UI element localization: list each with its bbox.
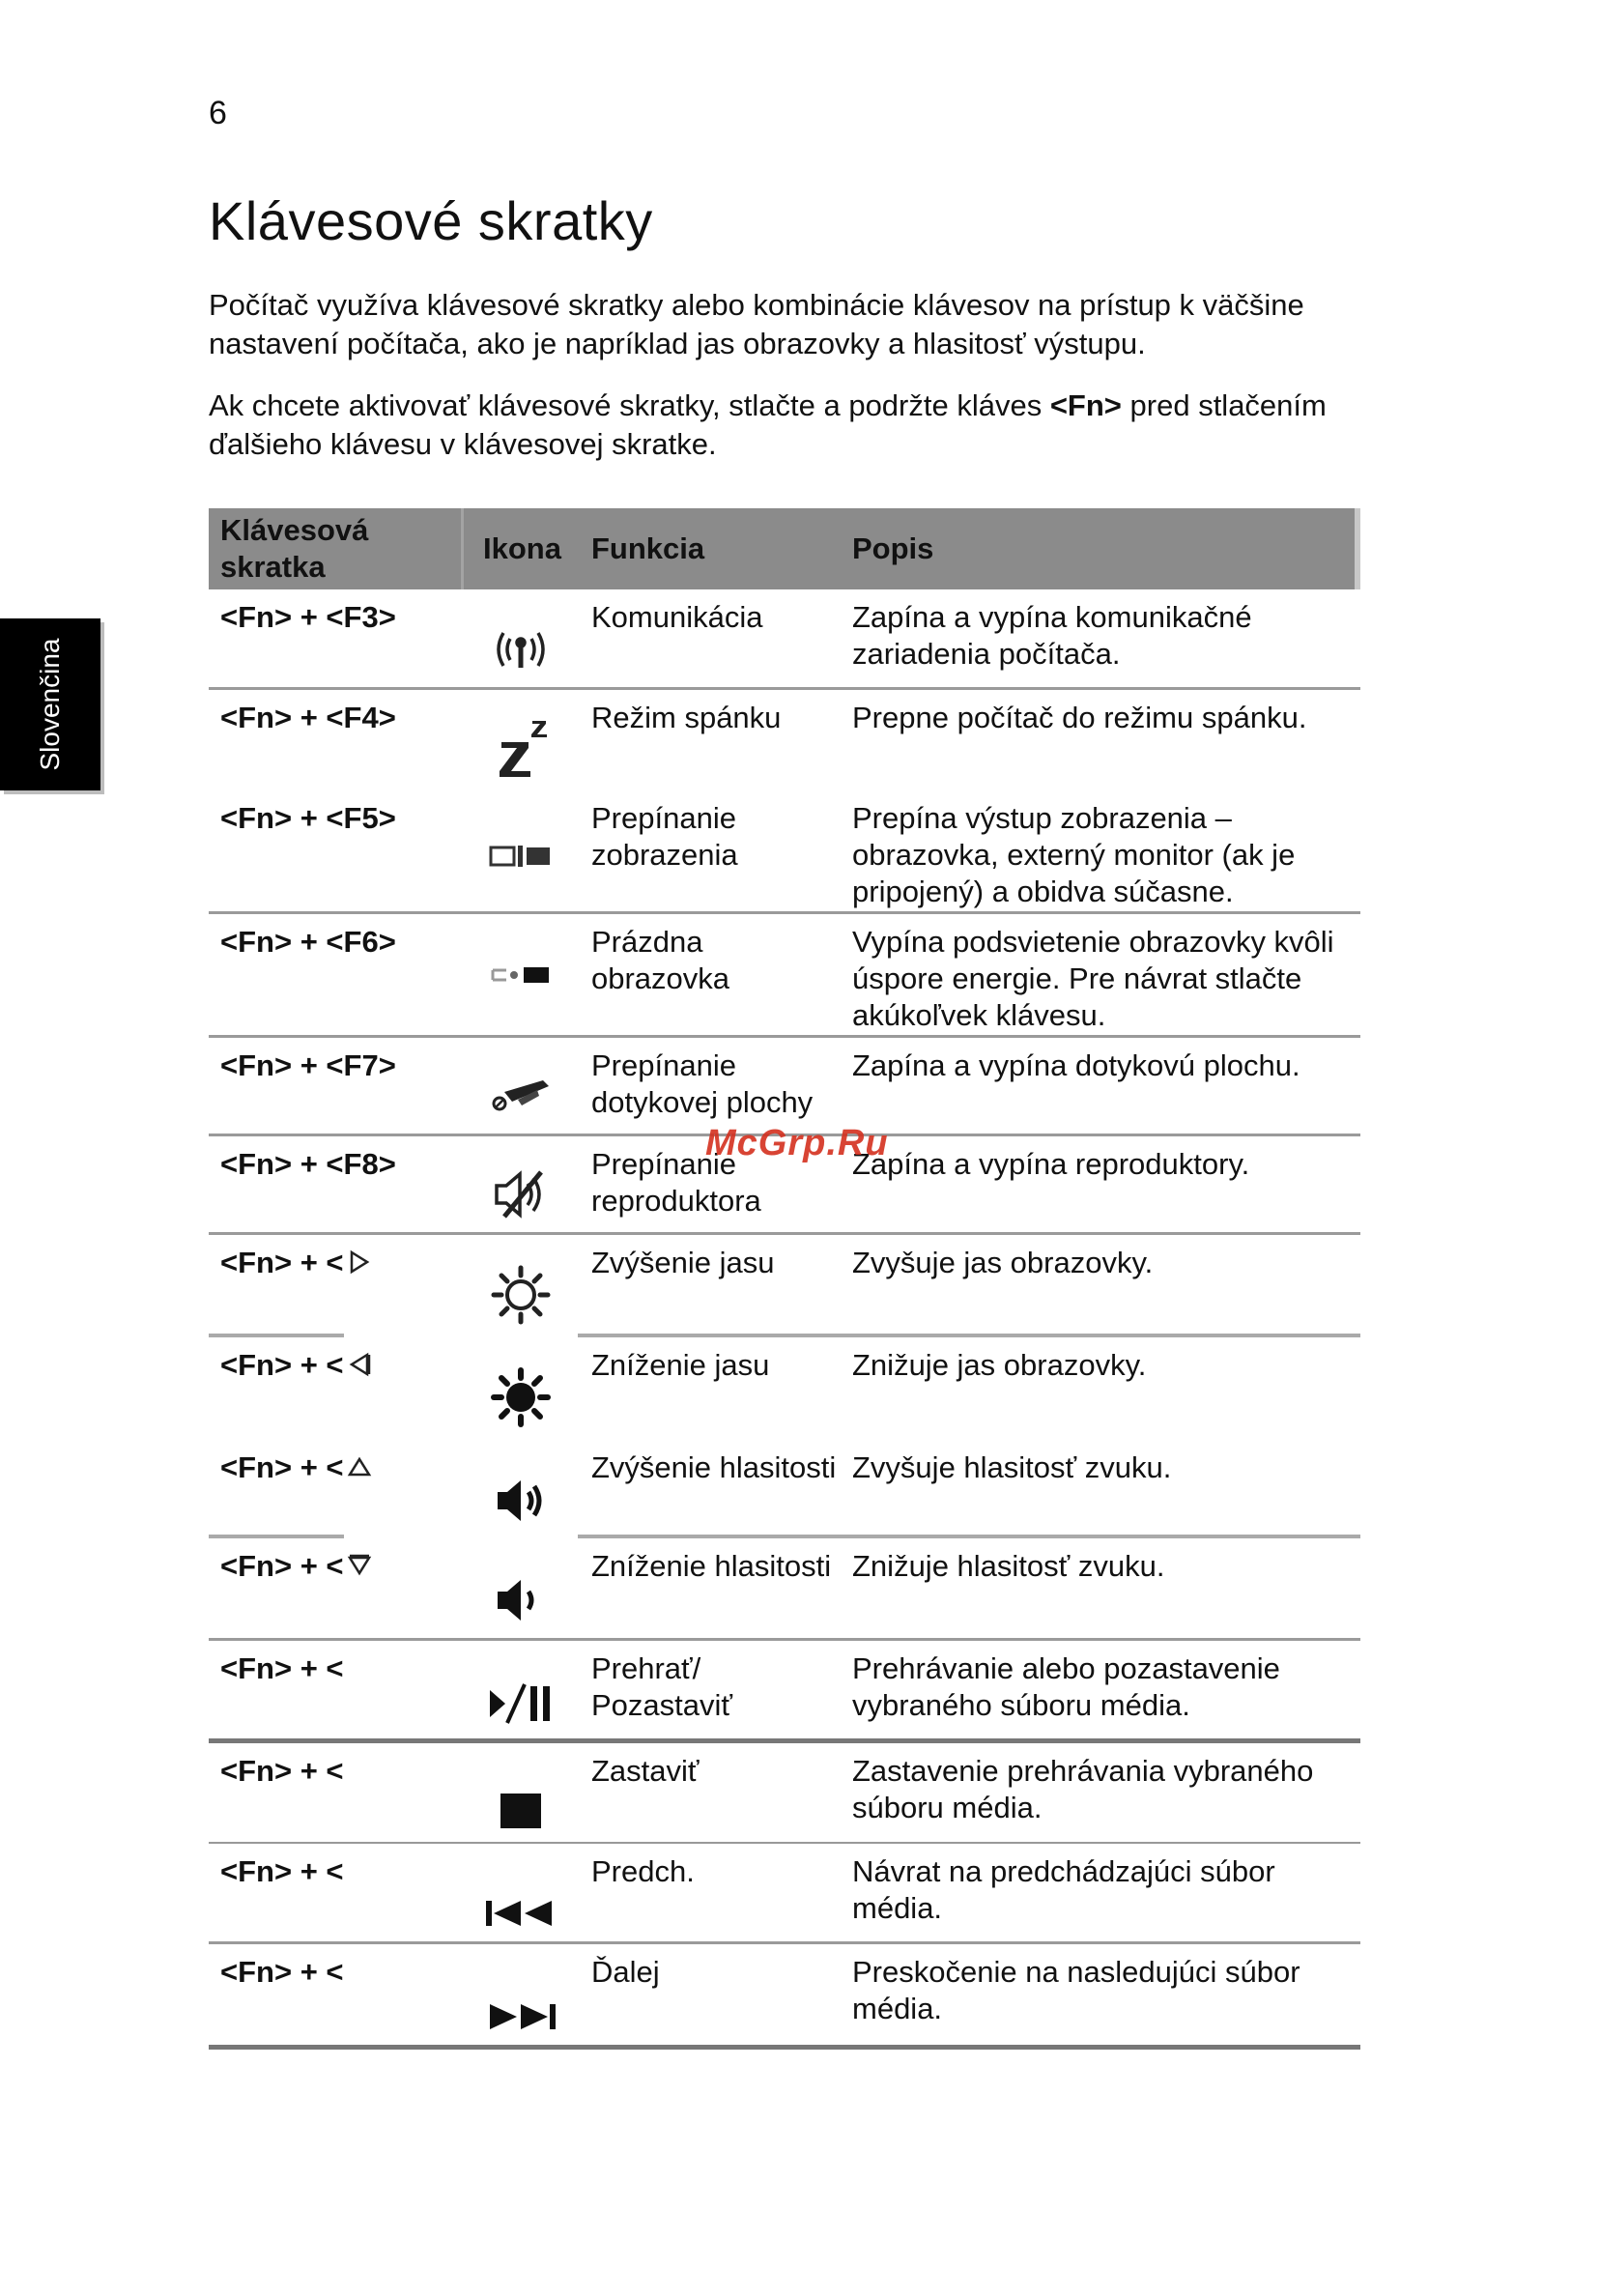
hotkeys-table — [209, 508, 1360, 2050]
wireless-icon — [489, 623, 553, 675]
description-text: Znižuje hlasitosť zvuku. — [852, 1549, 1165, 1583]
description-text: Zapína a vypína dotykovú plochu. — [852, 1048, 1300, 1082]
function-label: Prepínanie reproduktora — [591, 1147, 761, 1218]
hotkey-label: <Fn> + < — [220, 1955, 344, 1989]
function-label: Ďalej — [591, 1955, 660, 1989]
description-text: Prepne počítač do režimu spánku. — [852, 701, 1307, 734]
function-label: Prepínanie zobrazenia — [591, 801, 738, 872]
fn-key-label: <Fn> — [1049, 388, 1122, 422]
activation-text-before: Ak chcete aktivovať klávesové skratky, stlačte a podržte kláves — [209, 388, 1050, 422]
hotkey-label: <Fn> + < — [220, 1246, 344, 1279]
hotkey-label: <Fn> + <F7> — [220, 1048, 396, 1082]
right-arrow-icon — [346, 1248, 373, 1276]
description-text: Zastavenie prehrávania vybraného súboru média. — [852, 1754, 1314, 1824]
hotkey-label: <Fn> + <F8> — [220, 1147, 396, 1181]
hotkey-label: <Fn> + <F6> — [220, 925, 396, 959]
down-arrow-icon — [346, 1552, 373, 1579]
function-label: Prepínanie dotykovej plochy — [591, 1048, 814, 1119]
touchpad-icon — [489, 1075, 553, 1113]
previous-track-icon — [484, 1897, 557, 1930]
stop-icon — [499, 1792, 543, 1830]
description-text: Preskočenie na nasledujúci súbor média. — [852, 1955, 1300, 2025]
hotkey-label: <Fn> + < — [220, 1549, 344, 1583]
hotkey-label: <Fn> + < — [220, 1754, 344, 1788]
table-row — [209, 1641, 1360, 1743]
page-title: Klávesové skratky — [209, 190, 653, 251]
header-icon: Ikona — [483, 531, 561, 565]
header-key: Klávesová skratka — [209, 508, 464, 589]
description-text: Prepína výstup zobrazenia – obrazovka, externý monitor (ak je pripojený) a obidva súčasne. — [852, 801, 1296, 908]
up-arrow-icon — [346, 1453, 373, 1480]
hotkey-label: <Fn> + <F5> — [220, 801, 396, 835]
table-row — [209, 1038, 1360, 1136]
table-row — [209, 1235, 1360, 1337]
activation-paragraph — [209, 387, 1368, 464]
function-label: Predch. — [591, 1854, 695, 1888]
function-label: Zvýšenie jasu — [591, 1246, 775, 1279]
hotkey-label: <Fn> + < — [220, 1450, 344, 1484]
function-label: Zvýšenie hlasitosti — [591, 1450, 837, 1484]
table-row — [209, 1440, 1360, 1538]
table-row — [209, 914, 1360, 1038]
volume-down-icon — [492, 1574, 550, 1626]
function-label: Prázdna obrazovka — [591, 925, 730, 995]
left-arrow-icon — [346, 1351, 373, 1378]
table-row — [209, 1743, 1360, 1844]
table-row — [209, 790, 1360, 914]
table-header — [209, 508, 1360, 589]
activation-text-after: pred stlačením ďalšieho klávesu v klávesovej skratke. — [209, 388, 1327, 461]
function-label: Režim spánku — [591, 701, 782, 734]
hotkey-label: <Fn> + < — [220, 1854, 344, 1888]
table-row — [209, 1944, 1360, 2045]
language-side-tab — [0, 618, 100, 790]
description-text: Vypína podsvietenie obrazovky kvôli úspore energie. Pre návrat stlačte akúkoľvek klávesu. — [852, 925, 1334, 1032]
function-label: Komunikácia — [591, 600, 763, 634]
description-text: Návrat na predchádzajúci súbor média. — [852, 1854, 1275, 1925]
hotkey-label: <Fn> + < — [220, 1348, 344, 1382]
function-label: Prehrať/ Pozastaviť — [591, 1651, 733, 1722]
description-text: Prehrávanie alebo pozastavenie vybraného súboru média. — [852, 1651, 1280, 1722]
header-description: Popis — [852, 531, 934, 565]
header-function: Funkcia — [591, 531, 705, 565]
brightness-up-icon — [490, 1264, 552, 1326]
function-label: Zníženie hlasitosti — [591, 1549, 832, 1583]
next-track-icon — [484, 2000, 557, 2033]
speaker-mute-icon — [491, 1168, 551, 1220]
display-toggle-icon — [488, 842, 554, 871]
language-label: Slovenčina — [35, 638, 65, 771]
table-row — [209, 1337, 1360, 1440]
description-text: Zvyšuje hlasitosť zvuku. — [852, 1450, 1172, 1484]
hotkey-label: <Fn> + < — [220, 1651, 344, 1685]
page-number: 6 — [209, 95, 227, 131]
brightness-down-icon — [490, 1366, 552, 1428]
function-label: Zníženie jasu — [591, 1348, 770, 1382]
volume-up-icon — [492, 1475, 550, 1527]
play-pause-icon — [486, 1680, 556, 1727]
description-text: Zvyšuje jas obrazovky. — [852, 1246, 1154, 1279]
hotkey-label: <Fn> + <F3> — [220, 600, 396, 634]
table-row — [209, 1844, 1360, 1944]
description-text: Zapína a vypína komunikačné zariadenia počítača. — [852, 600, 1252, 671]
description-text: Znižuje jas obrazovky. — [852, 1348, 1147, 1382]
table-row — [209, 690, 1360, 790]
function-label: Zastaviť — [591, 1754, 700, 1788]
watermark: McGrp.Ru — [705, 1123, 889, 1163]
hotkey-label: <Fn> + <F4> — [220, 701, 396, 734]
table-row — [209, 1538, 1360, 1641]
table-row — [209, 589, 1360, 690]
intro-paragraph: Počítač využíva klávesové skratky alebo kombinácie klávesov na prístup k väčšine nastavení počítača, ako je napríklad jas obrazovky a hlasitosť výstupu. — [209, 288, 1304, 360]
sleep-icon — [492, 715, 550, 779]
description-text: Zapína a vypína reproduktory. — [852, 1147, 1250, 1181]
screen-blank-icon — [489, 962, 553, 988]
